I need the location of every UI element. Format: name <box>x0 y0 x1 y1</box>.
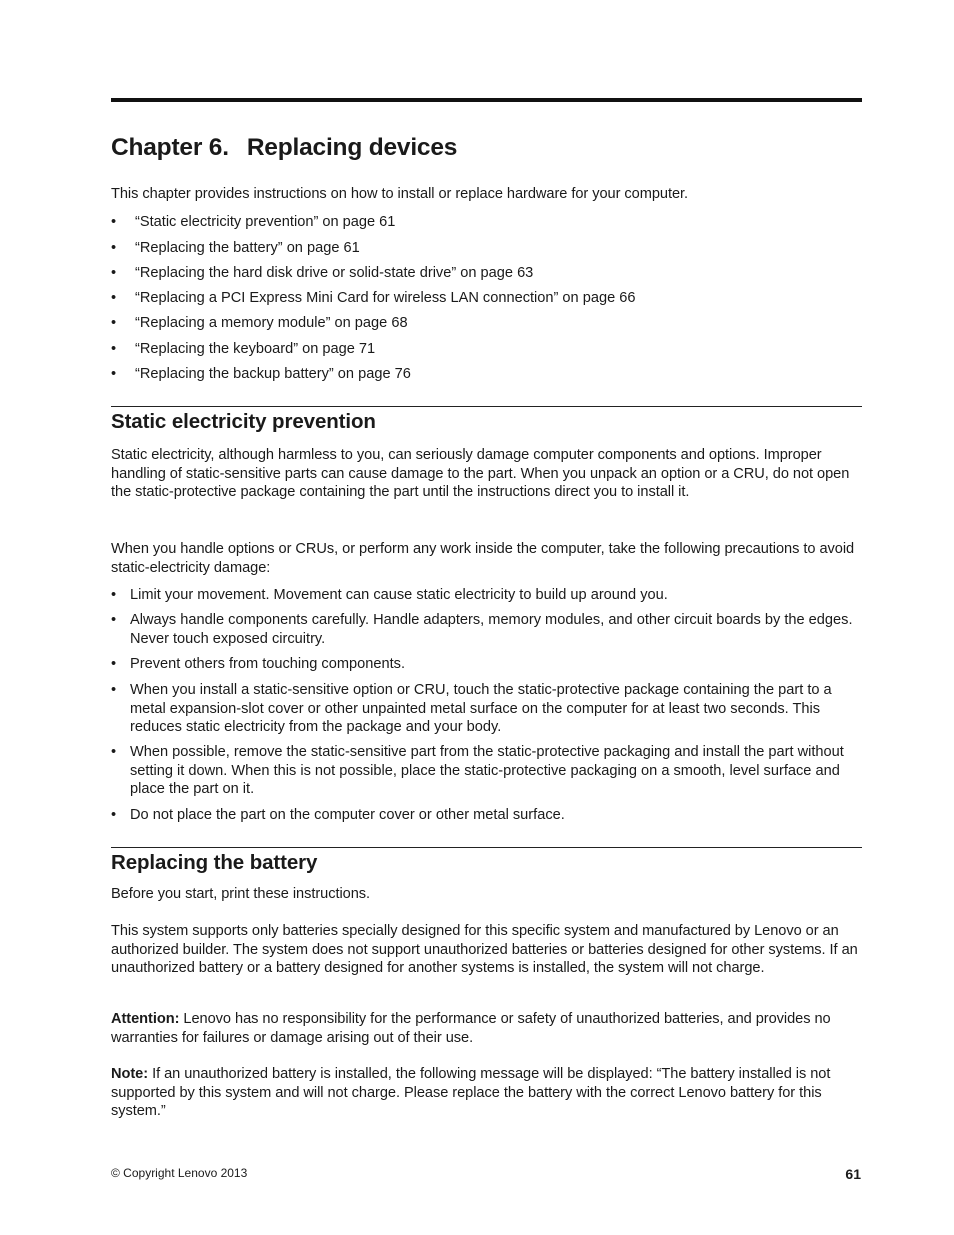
chapter-title <box>111 134 457 162</box>
toc-link[interactable]: “Replacing the hard disk drive or solid-state drive” on page 63 <box>135 265 534 281</box>
footer-page-number: 61 <box>845 1166 861 1182</box>
list-item-text: When possible, remove the static-sensitive part from the static-protective packaging and install the part without setting it down. When this is not possible, place the static-protective packaging on a smooth, level surface and place the part on it. <box>130 744 844 798</box>
bullet-glyph: • <box>111 744 117 760</box>
toc-link[interactable]: “Replacing a PCI Express Mini Card for wireless LAN connection” on page 66 <box>135 290 636 306</box>
section-heading-static: Static electricity prevention <box>111 410 376 433</box>
static-para-1: Static electricity, although harmless to you, can seriously damage computer components and options. Improper handling of static-sensitive parts can cause damage to the part. When you unpack an option or a CRU, do not open the static-protective package containing the part until the instructions direct you to install it. <box>111 447 850 501</box>
static-para-2: When you handle options or CRUs, or perform any work inside the computer, take the following precautions to avoid static-electricity damage: <box>111 541 855 576</box>
section-heading-battery: Replacing the battery <box>111 851 318 874</box>
bullet-glyph: • <box>111 366 117 382</box>
bullet-glyph: • <box>111 265 117 281</box>
bullet-glyph: • <box>111 807 117 823</box>
toc-link[interactable]: “Static electricity prevention” on page 61 <box>135 214 396 230</box>
list-item <box>111 586 863 605</box>
section-rule-static <box>111 406 862 407</box>
chapter-number: Chapter 6. <box>111 134 229 161</box>
attention-label: Attention: <box>111 1011 180 1027</box>
bullet-glyph: • <box>111 214 117 230</box>
list-item <box>111 806 863 825</box>
list-item-text: Do not place the part on the computer cover or other metal surface. <box>130 807 565 823</box>
toc-link[interactable]: “Replacing the backup battery” on page 76 <box>135 366 411 382</box>
note-label: Note: <box>111 1066 149 1082</box>
battery-note <box>111 1065 863 1121</box>
bullet-glyph: • <box>111 341 117 357</box>
bullet-glyph: • <box>111 587 117 603</box>
list-item <box>111 655 863 674</box>
list-item-text: Prevent others from touching components. <box>130 656 405 672</box>
bullet-glyph: • <box>111 240 117 256</box>
list-item <box>111 743 863 799</box>
attention-text: Lenovo has no responsibility for the performance or safety of unauthorized batteries, and provides no warranties for failures or damage arising out of their use. <box>111 1011 831 1046</box>
toc-link[interactable]: “Replacing the battery” on page 61 <box>135 240 360 256</box>
chapter-title-text: Replacing devices <box>246 134 458 161</box>
bullet-glyph: • <box>111 612 117 628</box>
chapter-top-rule <box>111 98 862 102</box>
list-item <box>111 611 863 648</box>
battery-attention <box>111 1010 863 1047</box>
list-item-text: Limit your movement. Movement can cause static electricity to build up around you. <box>130 587 668 603</box>
bullet-glyph: • <box>111 290 117 306</box>
section-rule-battery <box>111 847 862 848</box>
list-item-text: Always handle components carefully. Handle adapters, memory modules, and other circuit boards by the edges. Never touch exposed circuitry. <box>130 612 853 647</box>
footer-copyright: © Copyright Lenovo 2013 <box>111 1166 248 1180</box>
bullet-glyph: • <box>111 682 117 698</box>
chapter-intro: This chapter provides instructions on how to install or replace hardware for your computer. <box>111 186 689 202</box>
toc-link[interactable]: “Replacing the keyboard” on page 71 <box>135 341 376 357</box>
list-item <box>111 681 863 737</box>
bullet-glyph: • <box>111 656 117 672</box>
battery-para-2: This system supports only batteries specially designed for this specific system and manufactured by Lenovo or an authorized builder. The system does not support unauthorized batteries or batteries designed for other systems. If an unauthorized battery or a battery designed for another systems is installed, the system will not charge. <box>111 923 858 977</box>
battery-para-1: Before you start, print these instructions. <box>111 886 371 902</box>
list-item-text: When you install a static-sensitive option or CRU, touch the static-protective package containing the part to a metal expansion-slot cover or other unpainted metal surface on the computer for at least two seconds. This reduces static electricity from the package and your body. <box>130 682 832 736</box>
bullet-glyph: • <box>111 315 117 331</box>
note-text: If an unauthorized battery is installed, the following message will be displayed: “The battery installed is not supported by this system and will not charge. Please replace the battery with the correct Lenovo battery for this system.” <box>111 1066 831 1120</box>
toc-link[interactable]: “Replacing a memory module” on page 68 <box>135 315 408 331</box>
